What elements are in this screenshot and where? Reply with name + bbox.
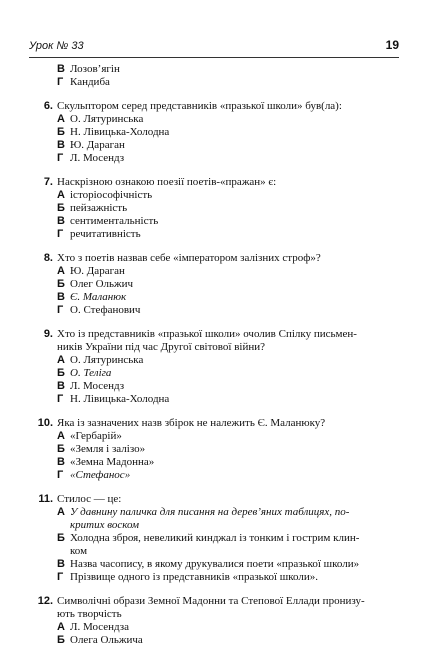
option-row: [29, 430, 399, 443]
question-line: [29, 493, 399, 506]
question-text: Наскрізною ознакою поезії поетів-«пражан» є:: [57, 176, 277, 188]
option-text: О. Лятуринська: [70, 113, 144, 125]
option-text: пейзажність: [70, 202, 128, 214]
option-row: [29, 189, 399, 202]
option-row: [29, 558, 399, 571]
option-letter: Г: [57, 76, 64, 88]
question-line: [29, 176, 399, 189]
question-number: 6.: [43, 100, 53, 112]
option-row: [29, 228, 399, 241]
option-text: Л. Мосендза: [70, 621, 129, 633]
option-letter: А: [57, 354, 65, 366]
option-text: Ю. Дараган: [70, 139, 125, 151]
option-text: Холодна зброя, невеликий кинджал із тонким і гострим клин-: [70, 532, 360, 544]
question-text: Хто з поетів назвав себе «імператором залізних строф»?: [57, 252, 321, 264]
question-number: 8.: [43, 252, 53, 264]
question-line: [29, 417, 399, 430]
question-text: Символічні образи Земної Мадонни та Степової Еллади пронизу-: [57, 595, 365, 607]
question-number: 7.: [43, 176, 53, 188]
question-6: [29, 100, 399, 165]
option-text: «Стефанос»: [70, 469, 131, 481]
option-letter: Б: [57, 443, 65, 455]
question-number: 11.: [38, 493, 53, 505]
option-text: ком: [70, 545, 88, 557]
option-letter: А: [57, 430, 65, 442]
option-letter: Б: [57, 202, 65, 214]
option-letter: В: [57, 456, 65, 468]
question-text: ників України під час Другої світової війни?: [57, 341, 265, 353]
option-text: Лозов’ягін: [70, 63, 120, 75]
option-letter: А: [57, 506, 65, 518]
question-12: [29, 595, 399, 647]
option-text: О. Теліга: [70, 367, 112, 379]
question-8: [29, 252, 399, 317]
option-row: [29, 278, 399, 291]
question-number: 10.: [37, 417, 53, 429]
question-7: [29, 176, 399, 241]
option-letter: А: [57, 621, 65, 633]
option-row: [29, 113, 399, 126]
question-line: [29, 595, 399, 608]
option-text: Ю. Дараган: [70, 265, 125, 277]
option-letter: Г: [57, 304, 64, 316]
option-row: [29, 215, 399, 228]
option-text: Кандиба: [70, 76, 110, 88]
option-letter: В: [57, 215, 65, 227]
question-line: [29, 608, 399, 621]
option-text: речитативність: [70, 228, 141, 240]
question-text: Яка із зазначених назв збірок не належить Є. Маланюку?: [57, 417, 326, 429]
question-line: [29, 252, 399, 265]
option-letter: Б: [57, 532, 65, 544]
option-letter: Б: [57, 367, 65, 379]
question-10: [29, 417, 399, 482]
option-row: [29, 469, 399, 482]
option-letter: Б: [57, 126, 65, 138]
option-letter: А: [57, 189, 65, 201]
option-text: Н. Лівицька-Холодна: [70, 393, 170, 405]
option-text: Олег Ольжич: [70, 278, 134, 290]
option-letter: Б: [57, 278, 65, 290]
question-list: [29, 63, 399, 647]
option-letter: Г: [57, 571, 64, 583]
option-row: [29, 443, 399, 456]
option-text: «Земна Мадонна»: [70, 456, 155, 468]
option-letter: В: [57, 63, 65, 75]
option-row: [29, 152, 399, 165]
option-text: Прізвище одного із представників «празької школи».: [70, 571, 319, 583]
option-row: [29, 139, 399, 152]
option-text: Назва часопису, в якому друкувалися поети «празької школи»: [70, 558, 360, 570]
option-row: [29, 393, 399, 406]
question-number: 12.: [37, 595, 53, 607]
option-letter: А: [57, 265, 65, 277]
option-row: [29, 354, 399, 367]
option-row: [29, 63, 399, 76]
option-letter: Г: [57, 393, 64, 405]
option-row: [29, 456, 399, 469]
question-number: 9.: [43, 328, 53, 340]
question-line: [29, 341, 399, 354]
option-row: [29, 532, 399, 545]
question-text: Стилос — це:: [57, 493, 122, 505]
question-text: ють творчість: [57, 608, 122, 620]
page-header: [29, 38, 399, 54]
question-11: [29, 493, 399, 584]
option-row-continued: [29, 545, 399, 558]
option-row: [29, 506, 399, 519]
option-row: [29, 367, 399, 380]
question-9: [29, 328, 399, 406]
option-row: [29, 571, 399, 584]
option-row: [29, 304, 399, 317]
option-letter: Г: [57, 152, 64, 164]
option-letter: А: [57, 113, 65, 125]
option-row: [29, 291, 399, 304]
option-letter: В: [57, 139, 65, 151]
option-text: критих воском: [70, 519, 140, 531]
option-text: О. Стефанович: [70, 304, 141, 316]
option-text: Н. Лівицька-Холодна: [70, 126, 170, 138]
option-text: історіософічність: [70, 189, 153, 201]
option-text: «Земля і залізо»: [70, 443, 146, 455]
option-text: Олега Ольжича: [70, 634, 143, 646]
option-letter: В: [57, 380, 65, 392]
header-rule: [29, 57, 399, 58]
option-text: Л. Мосендз: [70, 152, 125, 164]
option-row: [29, 634, 399, 647]
option-text: Є. Маланюк: [70, 291, 127, 303]
option-text: сентиментальність: [70, 215, 159, 227]
option-row: [29, 380, 399, 393]
option-row: [29, 621, 399, 634]
option-letter: Г: [57, 228, 64, 240]
option-row: [29, 265, 399, 278]
option-row: [29, 76, 399, 89]
question-5-continuation: [29, 63, 399, 89]
option-letter: В: [57, 558, 65, 570]
option-text: У давнину паличка для писання на дерев’яних таблицях, по-: [70, 506, 350, 518]
question-line: [29, 100, 399, 113]
option-letter: В: [57, 291, 65, 303]
option-letter: Г: [57, 469, 64, 481]
option-row: [29, 202, 399, 215]
option-text: Л. Мосендз: [70, 380, 125, 392]
option-row: [29, 126, 399, 139]
lesson-title: Урок № 33: [29, 40, 84, 52]
page-number: 19: [385, 38, 399, 52]
option-row-continued: [29, 519, 399, 532]
option-letter: Б: [57, 634, 65, 646]
option-text: О. Лятуринська: [70, 354, 144, 366]
question-line: [29, 328, 399, 341]
question-text: Скульптором серед представників «празької школи» був(ла):: [57, 100, 342, 112]
option-text: «Гербарій»: [70, 430, 122, 442]
question-text: Хто із представників «празької школи» очолив Спілку письмен-: [57, 328, 357, 340]
